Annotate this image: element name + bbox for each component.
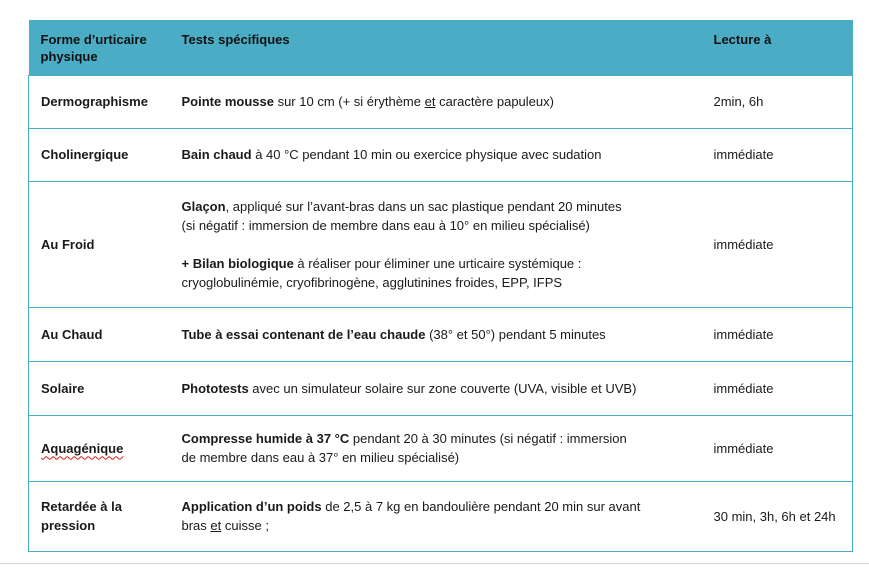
table-row (29, 75, 853, 128)
form-cell (29, 415, 170, 481)
test-detail-line (182, 516, 692, 535)
test-detail: sur 10 cm (+ si érythème (273, 94, 425, 109)
test-detail: pendant 20 à 30 minutes (si négatif : immersion (349, 431, 627, 446)
test-detail-underlined: et (424, 94, 436, 109)
table-row (29, 128, 853, 181)
table-row (29, 481, 853, 551)
form-cell: Dermographisme (29, 75, 170, 128)
test-name: Phototests (181, 380, 249, 396)
test-cell (170, 128, 702, 181)
paragraph-gap (182, 235, 692, 254)
test-detail: avec un simulateur solaire sur zone couverte (UVA, visible et UVB) (248, 380, 637, 396)
test-detail-line: cryoglobulinémie, cryofibrinogène, agglutinines froides, EPP, IFPS (181, 274, 563, 290)
test-detail: caractère papuleux) (435, 94, 554, 109)
test-paragraph (182, 197, 692, 216)
page-bottom-border (0, 563, 869, 564)
test-paragraph (182, 254, 692, 273)
table-row (29, 361, 853, 415)
urticaria-tests-table (28, 20, 853, 552)
test-cell (170, 361, 702, 415)
test-detail-underlined: et (210, 518, 222, 533)
test-name: Bain chaud (181, 147, 252, 162)
test-detail-line: de membre dans eau à 37° en milieu spécialisé) (181, 450, 460, 465)
test-cell (170, 481, 702, 551)
test-detail: , appliqué sur l’avant-bras dans un sac plastique pendant 20 minutes (225, 198, 622, 214)
reading-cell: immédiate (702, 307, 853, 361)
test-detail: de 2,5 à 7 kg en bandoulière pendant 20 min sur avant (321, 499, 641, 514)
form-cell: Solaire (29, 361, 170, 415)
form-cell: Au Froid (29, 181, 170, 307)
test-paragraph (182, 429, 692, 448)
test-cell (170, 181, 702, 307)
form-name-spellcheck: Aquagénique (41, 440, 124, 456)
test-name: Compresse humide à 37 °C (181, 431, 350, 446)
reading-cell: 2min, 6h (702, 75, 853, 128)
test-paragraph (182, 497, 692, 516)
form-cell: Au Chaud (29, 307, 170, 361)
test-name: Application d’un poids (181, 499, 322, 514)
reading-cell: immédiate (702, 361, 853, 415)
test-detail: cuisse ; (221, 518, 269, 533)
test-name: Pointe mousse (181, 94, 274, 109)
header-tests: Tests spécifiques (181, 32, 290, 47)
table-row (29, 415, 853, 481)
table-row (29, 307, 853, 361)
test-name: Tube à essai contenant de l’eau chaude (181, 326, 426, 342)
test-name: Glaçon (181, 198, 226, 214)
test-name: + Bilan biologique (181, 255, 294, 271)
test-detail-line: (si négatif : immersion de membre dans eau à 10° en milieu spécialisé) (181, 217, 590, 233)
test-cell (170, 307, 702, 361)
table-header-row (29, 20, 853, 75)
test-detail: à réaliser pour éliminer une urticaire systémique : (293, 255, 582, 271)
test-detail: (38° et 50°) pendant 5 minutes (425, 326, 606, 342)
header-form: Forme d’urticaire physique (40, 32, 147, 64)
form-cell: Retardée à la pression (29, 481, 170, 551)
reading-cell: immédiate (702, 181, 853, 307)
reading-cell: immédiate (702, 128, 853, 181)
test-cell (170, 75, 702, 128)
test-cell (170, 415, 702, 481)
reading-cell: immédiate (702, 415, 853, 481)
test-detail: à 40 °C pendant 10 min ou exercice physique avec sudation (251, 147, 602, 162)
table-row (29, 181, 853, 307)
form-cell: Cholinergique (29, 128, 170, 181)
test-detail: bras (181, 518, 211, 533)
header-reading: Lecture à (713, 32, 772, 47)
reading-cell: 30 min, 3h, 6h et 24h (702, 481, 853, 551)
